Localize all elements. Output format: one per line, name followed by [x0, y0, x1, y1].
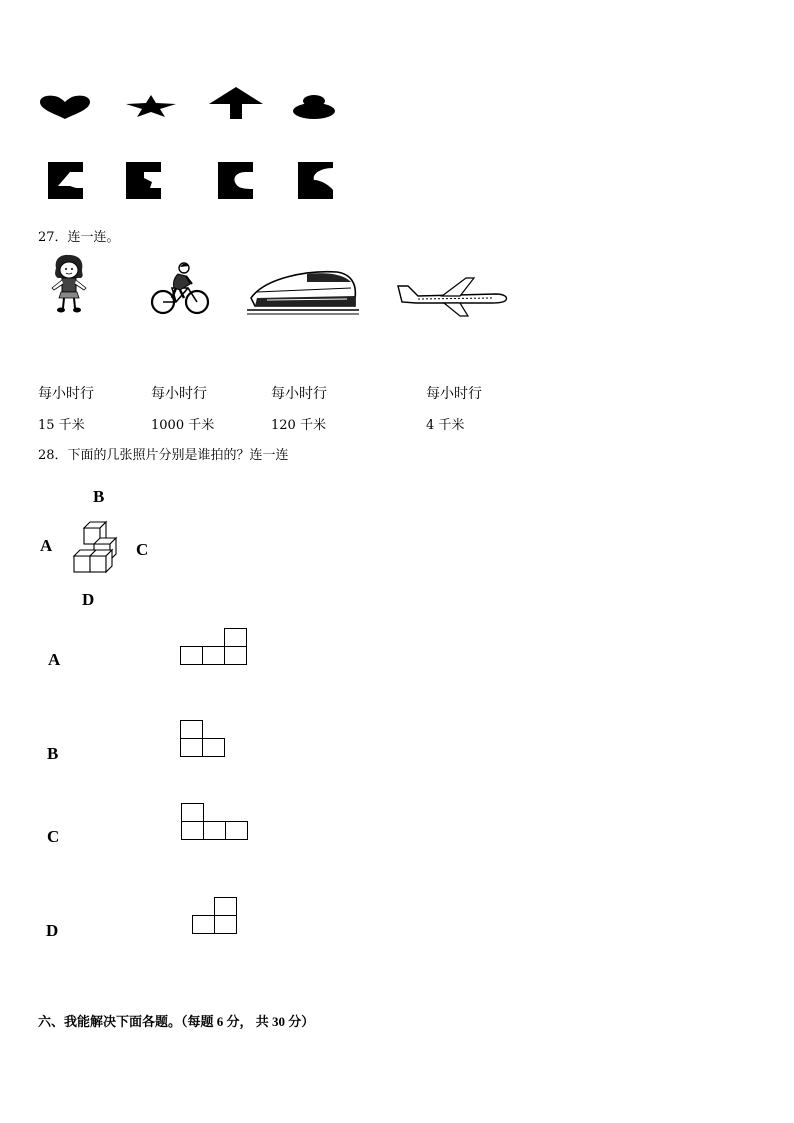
grid-cell — [181, 803, 204, 822]
speed-1-line1: 每小时行 — [38, 386, 94, 402]
view-label-c: C — [47, 827, 60, 846]
shape-blob — [292, 94, 336, 120]
grid-cell — [214, 915, 237, 934]
view-label-b: B — [47, 744, 59, 763]
speed-4-line1: 每小时行 — [426, 386, 482, 402]
speed-3-value: 120 千米 — [271, 418, 326, 433]
girl-walking-picture[interactable] — [46, 254, 90, 314]
view-label-d: D — [46, 921, 59, 940]
cyclist-picture[interactable] — [150, 262, 210, 318]
q27-title: 27．连一连。 — [38, 230, 120, 245]
airplane-picture[interactable] — [396, 276, 510, 318]
grid-cell — [202, 646, 225, 665]
grid-cell — [203, 821, 226, 840]
grid-cell — [214, 897, 237, 916]
shape-star — [125, 94, 177, 118]
grid-cell — [224, 628, 247, 647]
shape-arrow — [208, 86, 264, 120]
high-speed-train-picture[interactable] — [247, 268, 359, 318]
grid-cell — [181, 821, 204, 840]
shape-block-2 — [126, 162, 162, 200]
section6-heading: 六、我能解决下面各题。（每题 6 分， 共 30 分） — [38, 1014, 315, 1029]
grid-cell — [180, 646, 203, 665]
shape-heart — [38, 94, 92, 120]
shape-block-1 — [48, 162, 84, 200]
cube-arrangement-figure — [72, 520, 120, 576]
grid-cell — [180, 720, 203, 739]
grid-cell — [225, 821, 248, 840]
grid-cell — [180, 738, 203, 757]
view-grid-a[interactable] — [180, 628, 250, 666]
speed-3-line1: 每小时行 — [271, 386, 327, 402]
grid-cell — [192, 915, 215, 934]
shape-block-3 — [218, 162, 254, 200]
shape-block-4 — [298, 162, 334, 200]
speed-4-value: 4 千米 — [426, 418, 465, 433]
speed-1-value: 15 千米 — [38, 418, 85, 433]
observer-label-c: C — [136, 540, 149, 559]
observer-label-b: B — [93, 487, 105, 506]
view-grid-d[interactable] — [192, 897, 240, 935]
speed-2-line1: 每小时行 — [151, 386, 207, 402]
grid-cell — [224, 646, 247, 665]
view-label-a: A — [48, 650, 61, 669]
q28-title: 28．下面的几张照片分别是谁拍的？连一连 — [38, 448, 289, 463]
speed-2-value: 1000 千米 — [151, 418, 215, 433]
view-grid-b[interactable] — [180, 720, 228, 758]
observer-label-a: A — [40, 536, 53, 555]
view-grid-c[interactable] — [181, 803, 251, 841]
grid-cell — [202, 738, 225, 757]
observer-label-d: D — [82, 590, 95, 609]
